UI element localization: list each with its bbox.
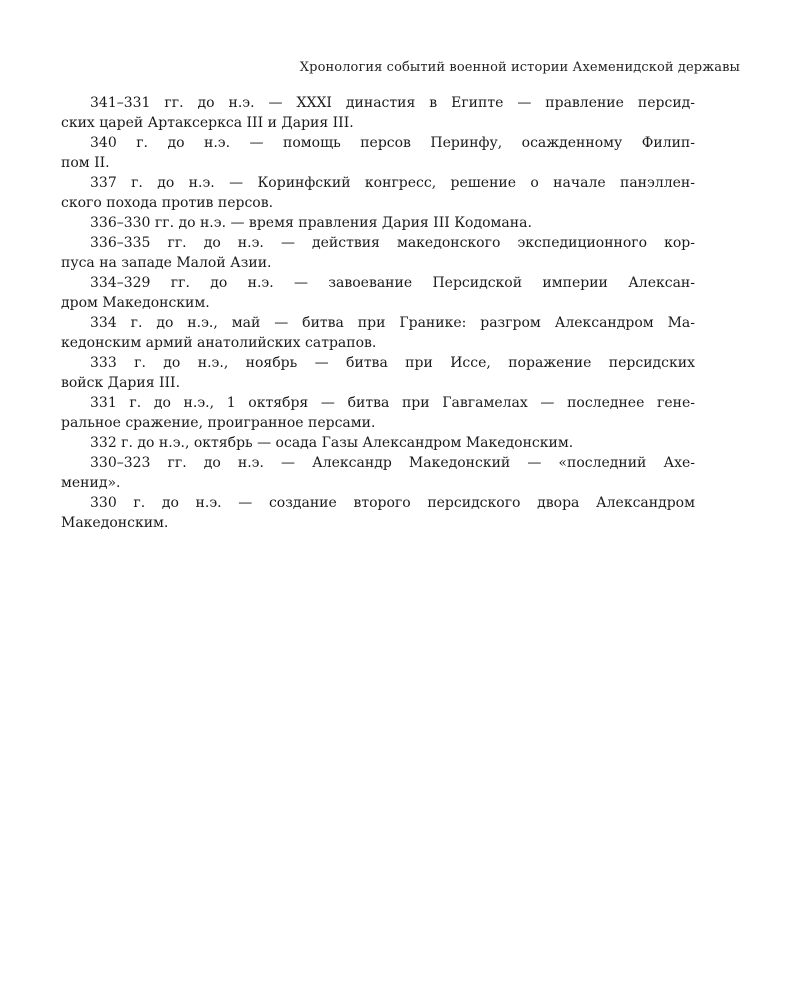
chronology-entry — [90, 433, 695, 453]
chronology-entry — [61, 313, 695, 353]
entry-line: пом II. — [61, 155, 110, 171]
entry-line: 334–329 гг. до н.э. — завоевание Персидской империи Алексан- — [90, 275, 695, 291]
chronology-list — [61, 93, 695, 533]
entry-line: 336–330 гг. до н.э. — время правления Дария III Кодомана. — [90, 215, 532, 231]
chronology-entry — [61, 93, 695, 133]
chronology-entry — [61, 353, 695, 393]
entry-line: 341–331 гг. до н.э. — XXXI династия в Египте — правление персид- — [90, 95, 695, 111]
entry-line: 336–335 гг. до н.э. — действия македонского экспедиционного кор- — [90, 235, 695, 251]
entry-line: 332 г. до н.э., октябрь — осада Газы Александром Македонским. — [90, 435, 574, 451]
entry-line: 337 г. до н.э. — Коринфский конгресс, решение о начале панэллен- — [90, 175, 695, 191]
entry-line: менид». — [61, 475, 121, 491]
entry-line: 334 г. до н.э., май — битва при Гранике: разгром Александром Ма- — [90, 315, 695, 331]
entry-line: 331 г. до н.э., 1 октября — битва при Гавгамелах — последнее гене- — [90, 395, 695, 411]
entry-line: войск Дария III. — [61, 375, 181, 391]
chronology-entry — [61, 273, 695, 313]
entry-line: ского похода против персов. — [61, 195, 274, 211]
entry-line: пуса на западе Малой Азии. — [61, 255, 272, 271]
entry-line: кедонским армий анатолийских сатрапов. — [61, 335, 377, 351]
chronology-entry — [61, 173, 695, 213]
entry-line: ральное сражение, проигранное персами. — [61, 415, 376, 431]
entry-line: Македонским. — [61, 515, 169, 531]
chronology-entry — [61, 133, 695, 173]
entry-line: ских царей Артаксеркса III и Дария III. — [61, 115, 354, 131]
running-header: Хронология событий военной истории Ахеменидской державы — [299, 60, 740, 75]
entry-line: 333 г. до н.э., ноябрь — битва при Иссе, поражение персидских — [90, 355, 695, 371]
chronology-entry — [61, 233, 695, 273]
chronology-entry — [90, 213, 695, 233]
entry-line: 330 г. до н.э. — создание второго персидского двора Александром — [90, 495, 695, 511]
entry-line: дром Македонским. — [61, 295, 210, 311]
entry-line: 340 г. до н.э. — помощь персов Перинфу, осажденному Филип- — [90, 135, 695, 151]
chronology-entry — [61, 493, 695, 533]
entry-line: 330–323 гг. до н.э. — Александр Македонский — «последний Ахе- — [90, 455, 695, 471]
chronology-entry — [61, 393, 695, 433]
chronology-entry — [61, 453, 695, 493]
